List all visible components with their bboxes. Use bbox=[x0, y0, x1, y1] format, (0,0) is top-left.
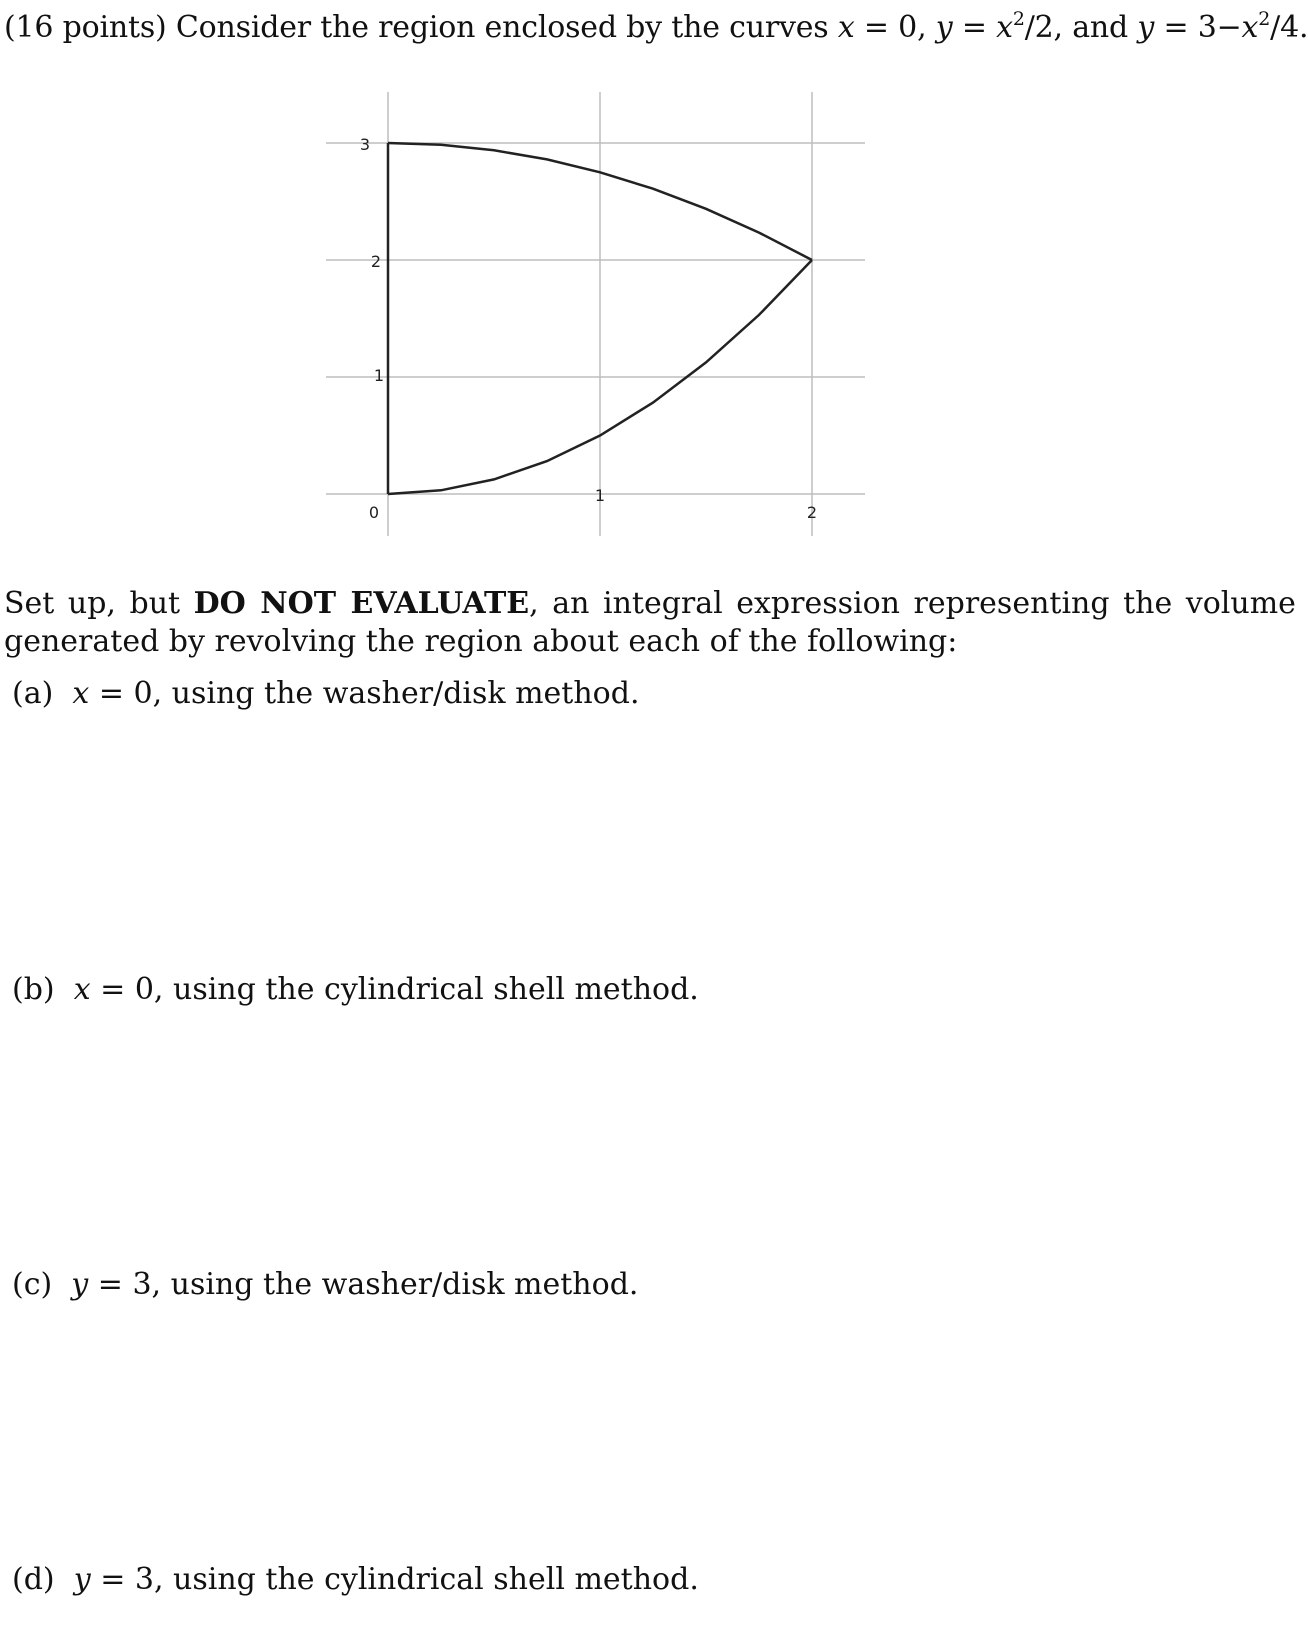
grid bbox=[326, 92, 865, 536]
region-graph bbox=[0, 0, 1264, 560]
do-not-evaluate: DO NOT EVALUATE bbox=[193, 586, 530, 621]
y-tick-labels bbox=[360, 135, 384, 522]
y-tick-0: 0 bbox=[368, 503, 380, 522]
x-tick-2: 2 bbox=[806, 503, 818, 522]
y-tick-3: 3 bbox=[359, 135, 370, 154]
part-d: (d) y = 3, using the cylindrical shell method. bbox=[12, 1562, 699, 1597]
part-b: (b) x = 0, using the cylindrical shell method. bbox=[12, 972, 699, 1007]
instructions-line-1: Set up, but DO NOT EVALUATE, an integral expression representing the volume bbox=[4, 586, 1296, 621]
instructions-line-2: generated by revolving the region about each of the following: bbox=[4, 624, 958, 659]
y-tick-1: 1 bbox=[373, 366, 384, 385]
x-tick-1: 1 bbox=[594, 486, 606, 505]
y-tick-2: 2 bbox=[370, 252, 381, 271]
points-label: (16 points) bbox=[4, 10, 167, 45]
lead-text: Consider the region enclosed by the curves bbox=[175, 10, 829, 45]
part-a: (a) x = 0, using the washer/disk method. bbox=[12, 676, 640, 711]
problem-statement: (16 points) Consider the region enclosed by the curves x = 0, $y = x^2/2$, and $y = 3-x^2/4$. bbox=[4, 8, 1308, 45]
x-tick-labels bbox=[595, 486, 817, 522]
part-c: (c) y = 3, using the washer/disk method. bbox=[12, 1267, 639, 1302]
